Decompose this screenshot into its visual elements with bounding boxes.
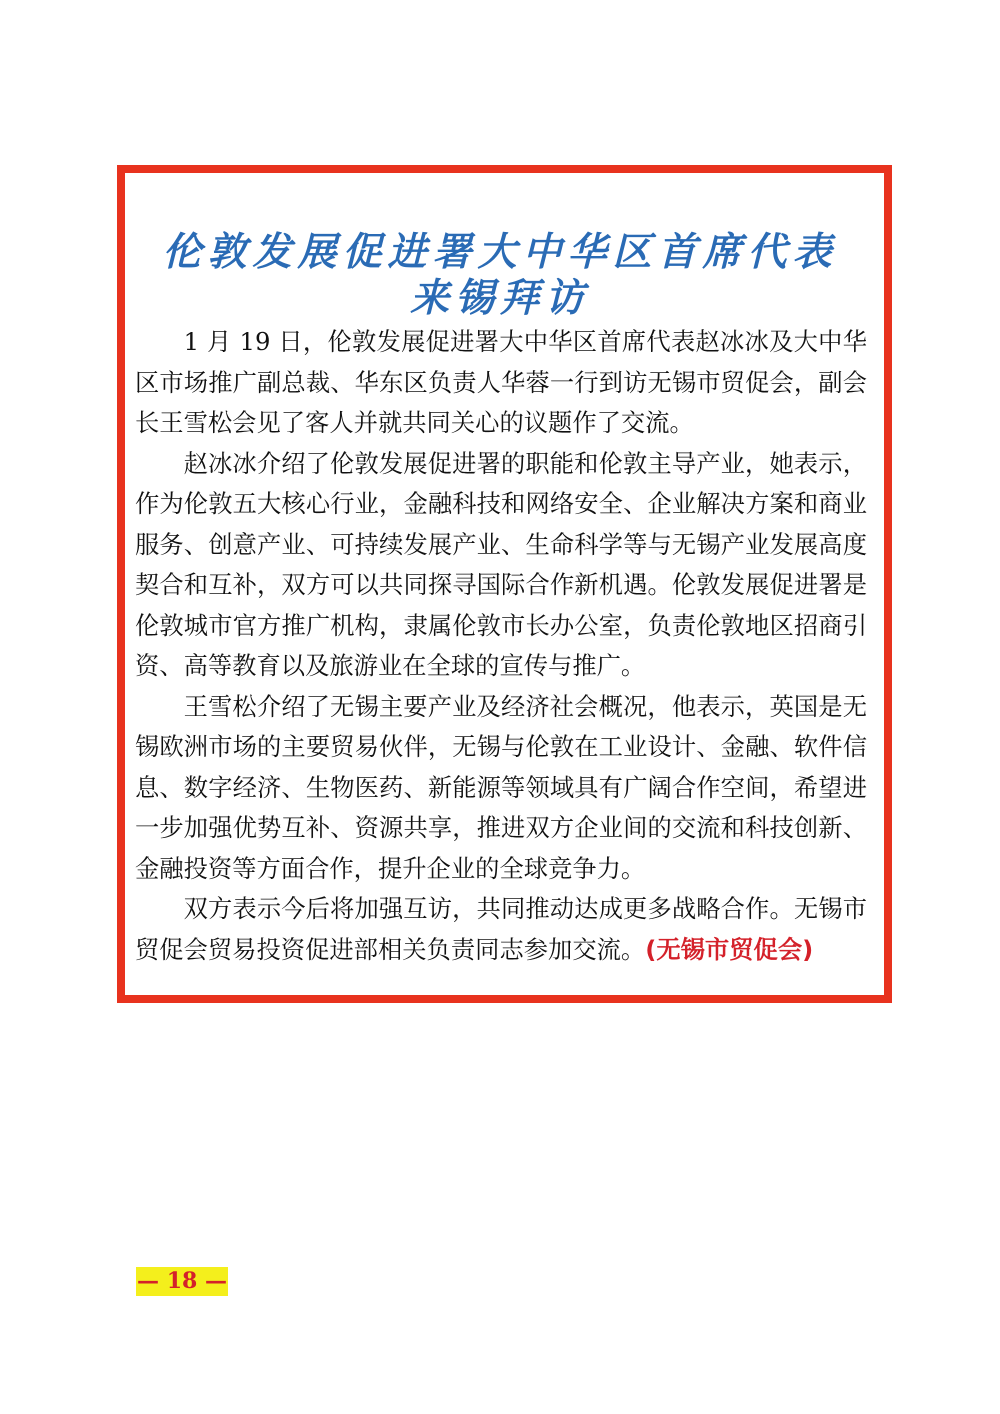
article-source: (无锡市贸促会) [645,934,814,964]
paragraph-1: 1 月 19 日，伦敦发展促进署大中华区首席代表赵冰冰及大中华区市场推广副总裁、华东区负责人华蓉一行到访无锡市贸促会，副会长王雪松会见了客人并就共同关心的议题作了交流。 [135,327,867,437]
article-title-line-1: 伦敦发展促进署大中华区首席代表 [162,229,838,275]
paragraph-2: 赵冰冰介绍了伦敦发展促进署的职能和伦敦主导产业，她表示，作为伦敦五大核心行业，金融科技和网络安全、企业解决方案和商业服务、创意产业、可持续发展产业、生命科学等与无锡产业发展高度契合和互补，双方可以共同探寻国际合作新机遇。伦敦发展促进署是伦敦城市官方推广机构，隶属伦敦市长办公室，负责伦敦地区招商引资、高等教育以及旅游业在全球的宣传与推广。 [135,448,867,680]
page-number: — 18 — [137,1268,227,1294]
paragraph-4 [135,889,867,970]
paragraph-4-text: 双方表示今后将加强互访，共同推动达成更多战略合作。无锡市贸促会贸易投资促进部相关负责同志参加交流。 [135,894,867,964]
article-body [135,322,867,970]
paragraph-3: 王雪松介绍了无锡主要产业及经济社会概况，他表示，英国是无锡欧洲市场的主要贸易伙伴，无锡与伦敦在工业设计、金融、软件信息、数字经济、生物医药、新能源等领域具有广阔合作空间，希望进一步加强优势互补、资源共享，推进双方企业间的交流和科技创新、金融投资等方面合作，提升企业的全球竞争力。 [135,691,867,883]
article-title-line-2: 来锡拜访 [409,275,590,321]
